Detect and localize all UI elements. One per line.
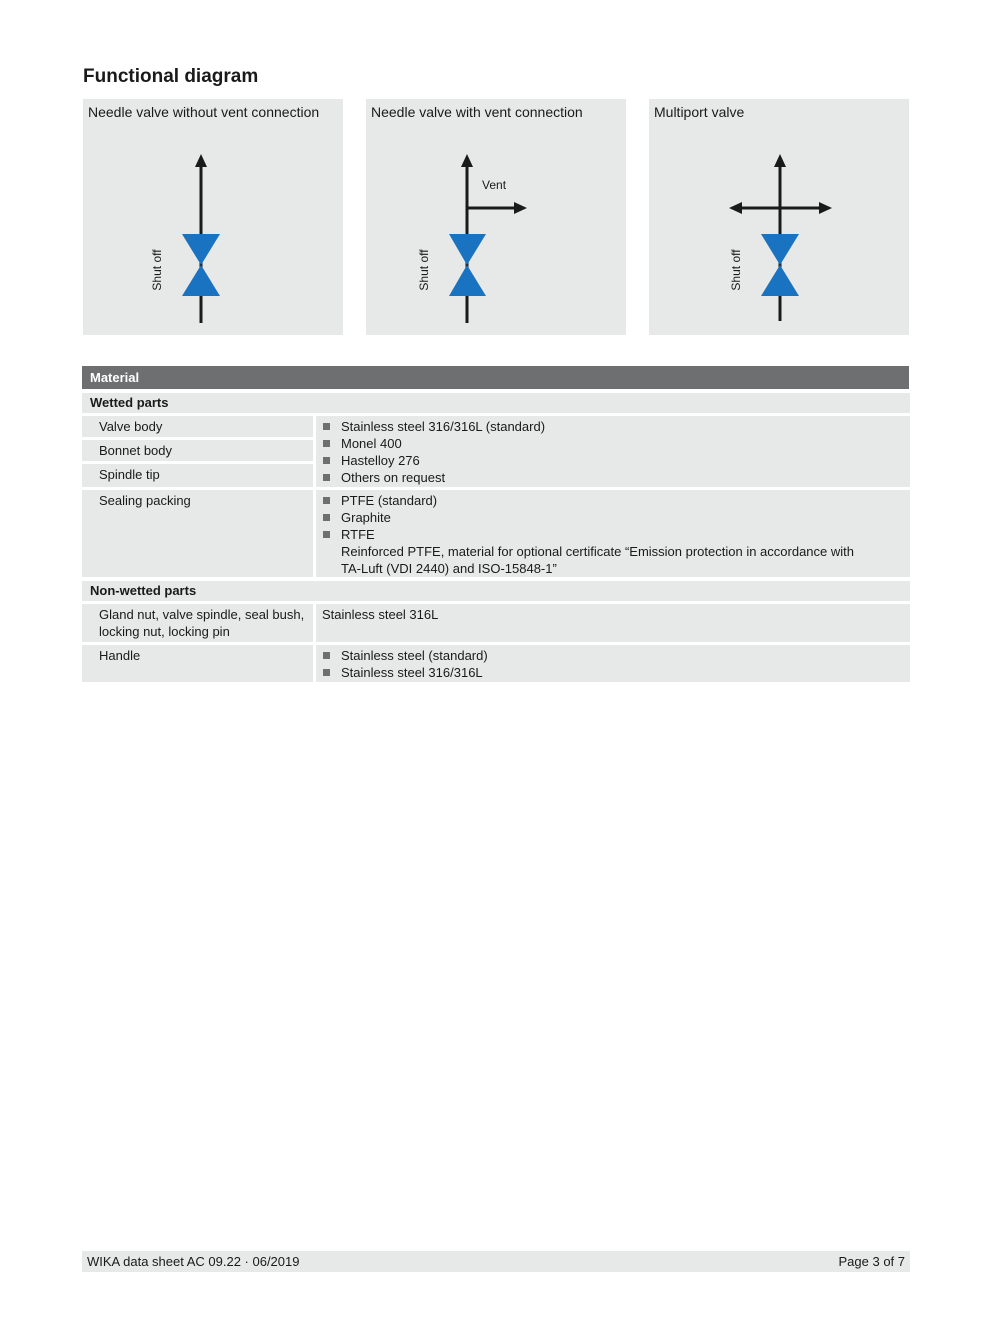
shut-off-label: Shut off xyxy=(729,249,743,291)
bullet-square-icon xyxy=(323,514,330,521)
bullet-square-icon xyxy=(323,669,330,676)
needle-valve-symbol xyxy=(83,99,343,335)
bullet-square-icon xyxy=(323,457,330,464)
valve-lower-triangle xyxy=(182,265,220,296)
non-wetted-parts-header: Non-wetted parts xyxy=(82,581,910,601)
valve-upper-triangle xyxy=(449,234,486,265)
bullet-square-icon xyxy=(323,440,330,447)
handle-options xyxy=(316,645,910,682)
rtfe-note-line-1: Reinforced PTFE, material for optional certificate “Emission protection in accordance with xyxy=(341,544,854,559)
valve-upper-triangle xyxy=(182,234,220,265)
list-item: Others on request xyxy=(323,469,910,486)
shut-off-label: Shut off xyxy=(417,249,431,291)
material-header: Material xyxy=(82,366,909,389)
valve-body-label: Valve body xyxy=(82,416,313,437)
list-item: Stainless steel 316/316L xyxy=(323,664,910,681)
sealing-packing-label: Sealing packing xyxy=(82,490,313,577)
list-item: Graphite xyxy=(323,509,910,526)
handle-label: Handle xyxy=(82,645,313,682)
list-item: Monel 400 xyxy=(323,435,910,452)
list-item: Hastelloy 276 xyxy=(323,452,910,469)
gland-parts-value: Stainless steel 316L xyxy=(316,604,910,642)
gland-parts-label: Gland nut, valve spindle, seal bush, locking nut, locking pin xyxy=(82,604,313,642)
list-item: RTFE xyxy=(323,526,910,543)
list-item: Stainless steel 316/316L (standard) xyxy=(323,418,910,435)
vent-label: Vent xyxy=(482,178,507,192)
bullet-square-icon xyxy=(323,423,330,430)
diagram-label: Needle valve without vent connection xyxy=(88,104,320,120)
bullet-square-icon xyxy=(323,497,330,504)
bullet-square-icon xyxy=(323,531,330,538)
valve-lower-triangle xyxy=(449,265,486,296)
shut-off-label: Shut off xyxy=(150,249,164,291)
multiport-valve-symbol xyxy=(649,99,909,335)
spindle-tip-label: Spindle tip xyxy=(82,464,313,487)
wetted-material-options xyxy=(316,416,910,487)
diagram-needle-valve-no-vent xyxy=(83,99,343,335)
diagram-label: Multiport valve xyxy=(654,104,745,120)
bonnet-body-label: Bonnet body xyxy=(82,440,313,461)
page-number: Page 3 of 7 xyxy=(838,1254,905,1269)
list-item: Stainless steel (standard) xyxy=(323,647,910,664)
page-footer xyxy=(82,1251,910,1272)
sealing-packing-options xyxy=(316,490,910,577)
diagram-needle-valve-with-vent xyxy=(366,99,626,335)
bullet-square-icon xyxy=(323,474,330,481)
diagram-label: Needle valve with vent connection xyxy=(371,104,583,120)
wetted-parts-header: Wetted parts xyxy=(82,393,910,413)
diagram-multiport-valve xyxy=(649,99,909,335)
document-reference: WIKA data sheet AC 09.22 · 06/2019 xyxy=(87,1254,300,1269)
valve-upper-triangle xyxy=(761,234,799,265)
bullet-square-icon xyxy=(323,652,330,659)
section-title: Functional diagram xyxy=(83,66,259,87)
list-item: PTFE (standard) xyxy=(323,492,910,509)
valve-lower-triangle xyxy=(761,265,799,296)
needle-valve-vent-symbol xyxy=(366,99,626,335)
rtfe-note-line-2: TA-Luft (VDI 2440) and ISO-15848-1” xyxy=(341,561,557,576)
